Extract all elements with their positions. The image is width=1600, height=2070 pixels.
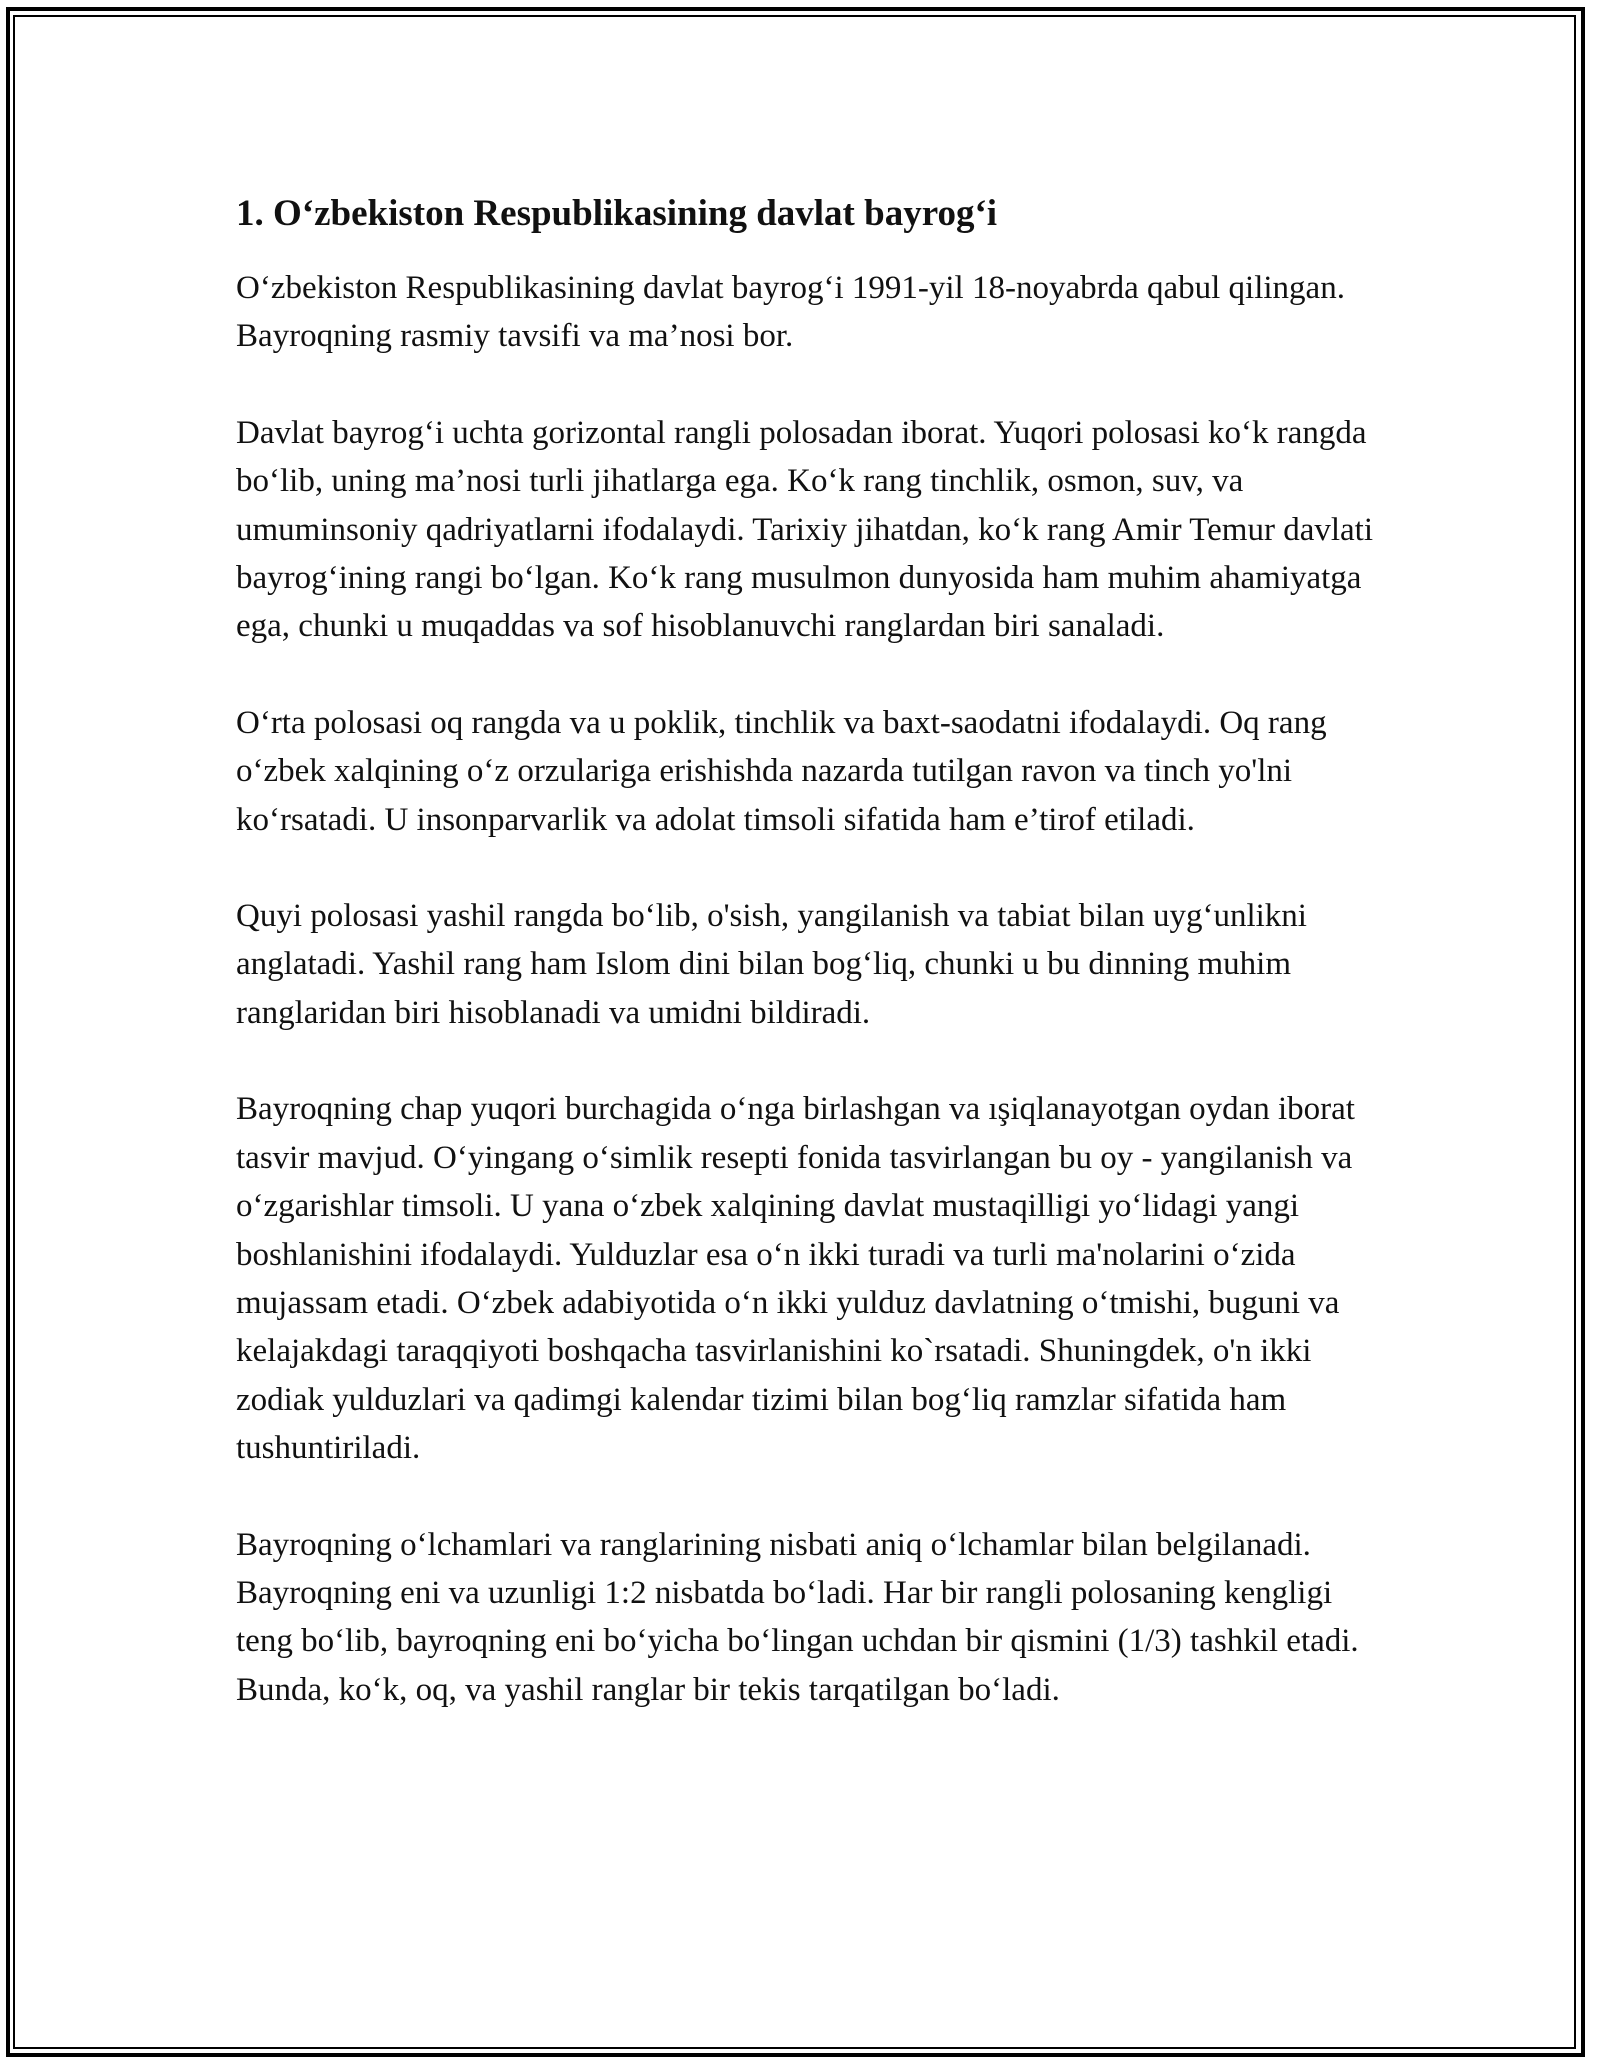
paragraph-moon-stars: Bayroqning chap yuqori burchagida o‘nga birlashgan va ışiqlanayotgan oydan iborat tasvir mavjud. O‘yingang o‘simlik resepti fonida tasvirlangan bu oy - yangilanish va o‘zgarishlar timsoli. U yana o‘zbek xalqining davlat mustaqilligi yo‘lidagi yangi boshlanishini ifodalaydi. Yulduzlar esa o‘n ikki turadi va turli ma'nolarini o‘zida mujassam etadi. O‘zbek adabiyotida o‘n ikki yulduz davlatning o‘tmishi, buguni va kelajakdagi taraqqiyoti boshqacha tasvirlanishini ko`rsatadi. Shuningdek, o'n ikki zodiak yulduzlari va qadimgi kalendar tizimi bilan bog‘liq ramzlar sifatida ham tushuntiriladi. bbox=[236, 1091, 1355, 1467]
document-body bbox=[236, 186, 1396, 1762]
paragraph-white-stripe: O‘rta polosasi oq rangda va u poklik, tinchlik va baxt-saodatni ifodalaydi. Oq rang o‘zbek xalqining o‘z orzulariga erishishda nazarda tutilgan ravon va tinch yo'lni ko‘rsatadi. U insonparvarlik va adolat timsoli sifatida ham e’tirof etiladi. bbox=[236, 704, 1327, 838]
paragraph-proportions: Bayroqning o‘lchamlari va ranglarining nisbati aniq o‘lchamlar bilan belgilanadi. Bayroqning eni va uzunligi 1:2 nisbatda bo‘ladi. Har bir rangli polosaning kengligi teng bo‘lib, bayroqning eni bo‘yicha bo‘lingan uchdan bir qismini (1/3) tashkil etadi. Bunda, ko‘k, oq, va yashil ranglar bir tekis tarqatilgan bo‘ladi. bbox=[236, 1526, 1359, 1708]
section-heading: 1. O‘zbekiston Respublikasining davlat bayrog‘i bbox=[236, 193, 998, 234]
paragraph-blue-stripe: Davlat bayrog‘i uchta gorizontal rangli polosadan iborat. Yuqori polosasi ko‘k rangda bo‘lib, uning ma’nosi turli jihatlarga ega. Ko‘k rang tinchlik, osmon, suv, va umuminsoniy qadriyatlarni ifodalaydi. Tarixiy jihatdan, ko‘k rang Amir Temur davlati bayrog‘ining rangi bo‘lgan. Ko‘k rang musulmon dunyosida ham muhim ahamiyatga ega, chunki u muqaddas va sof hisoblanuvchi ranglardan biri sanaladi. bbox=[236, 414, 1374, 645]
paragraph-adoption: O‘zbekiston Respublikasining davlat bayrog‘i 1991-yil 18-noyabrda qabul qilingan. Bayroqning rasmiy tavsifi va ma’nosi bor. bbox=[236, 270, 1345, 355]
paragraph-green-stripe: Quyi polosasi yashil rangda bo‘lib, o'sish, yangilanish va tabiat bilan uyg‘unlikni anglatadi. Yashil rang ham Islom dini bilan bog‘liq, chunki u bu dinning muhim ranglaridan biri hisoblanadi va umidni bildiradi. bbox=[236, 898, 1307, 1031]
